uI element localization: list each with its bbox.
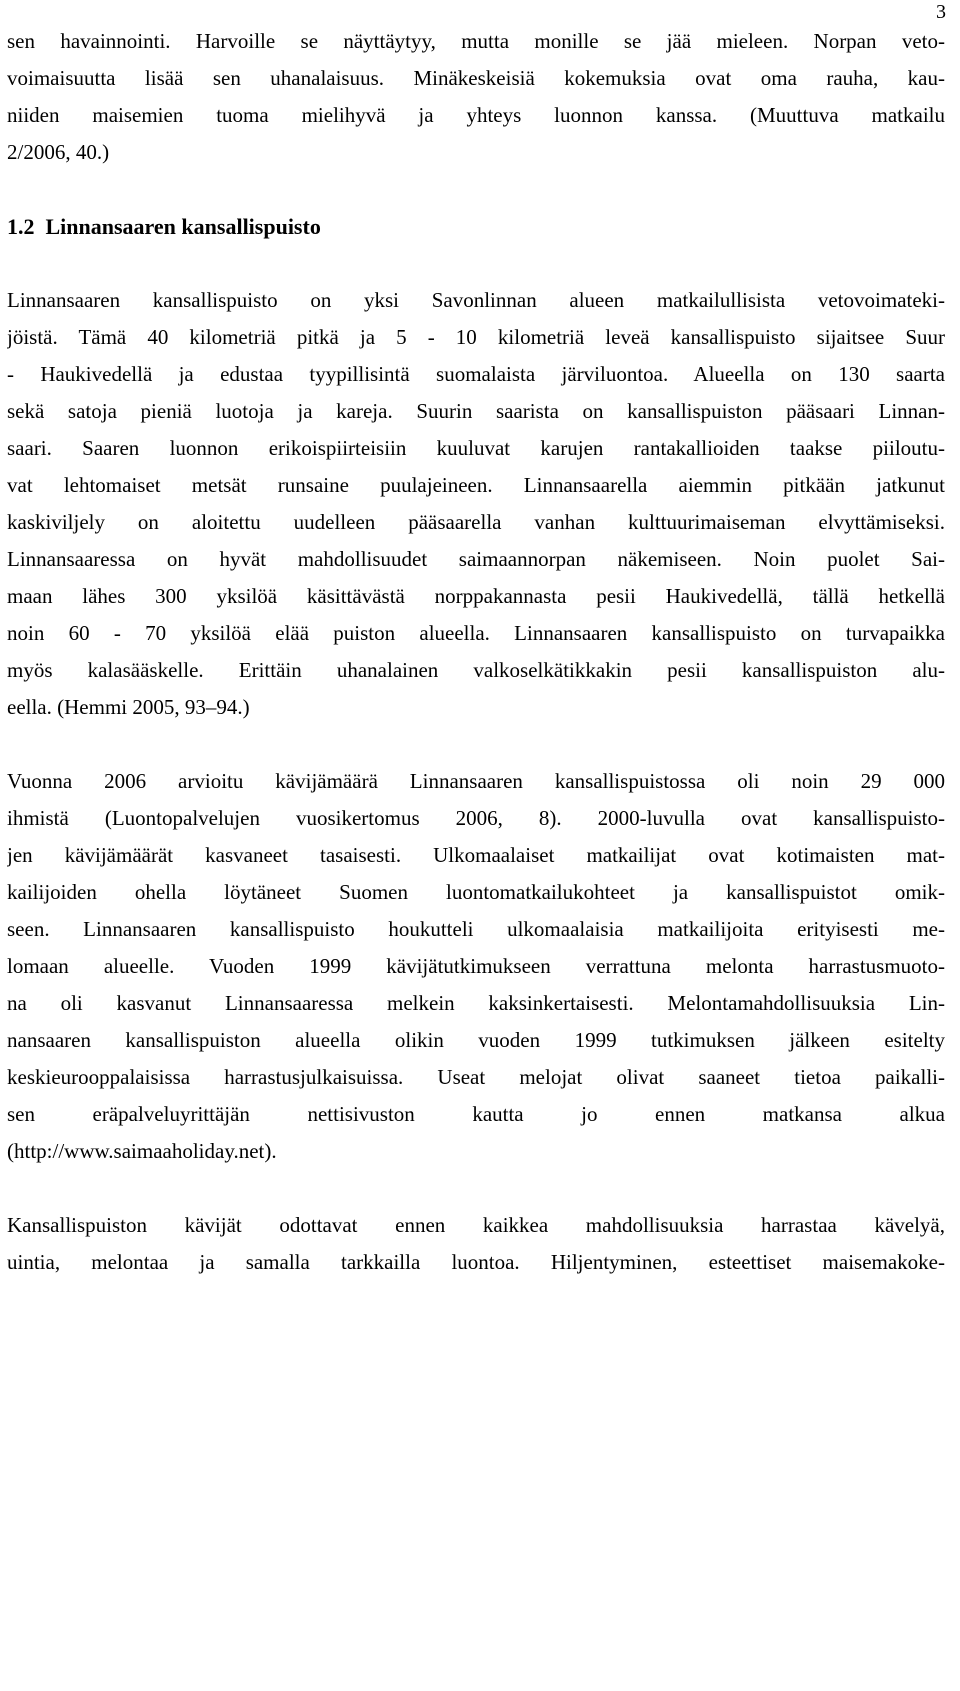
text-line: ihmistä (Luontopalvelujen vuosikertomus 2006, 8). 2000-luvulla ovat kansallispuisto-	[7, 806, 945, 830]
text-line: - Haukivedellä ja edustaa tyypillisintä suomalaista järviluontoa. Alueella on 130 saarta	[7, 362, 945, 386]
section-heading: 1.2 Linnansaaren kansallispuisto	[7, 214, 321, 239]
text-line: kailijoiden ohella löytäneet Suomen luontomatkailukohteet ja kansallispuistot omik-	[7, 880, 945, 904]
text-line: Linnansaaren kansallispuisto on yksi Savonlinnan alueen matkailullisista vetovoimateki-	[7, 288, 945, 312]
text-line: Kansallispuiston kävijät odottavat ennen kaikkea mahdollisuuksia harrastaa kävelyä,	[7, 1213, 945, 1237]
text-line: sen havainnointi. Harvoille se näyttäytyy, mutta monille se jää mieleen. Norpan veto-	[7, 29, 945, 53]
paragraph-norppa	[7, 23, 945, 171]
text-line: keskieurooppalaisissa harrastusjulkaisuissa. Useat melojat olivat saaneet tietoa paikalli-	[7, 1065, 945, 1089]
text-line: maan lähes 300 yksilöä käsittävästä norppakannasta pesii Haukivedellä, tällä hetkellä	[7, 584, 945, 608]
text-line: Vuonna 2006 arvioitu kävijämäärä Linnansaaren kansallispuistossa oli noin 29 000	[7, 769, 945, 793]
paragraph-expectations	[7, 1207, 945, 1281]
document-body	[7, 23, 945, 1281]
text-line: sen eräpalveluyrittäjän nettisivuston kautta jo ennen matkansa alkua	[7, 1102, 945, 1126]
spacer	[7, 726, 945, 763]
text-line: seen. Linnansaaren kansallispuisto houkutteli ulkomaalaisia matkailijoita erityisesti me-	[7, 917, 945, 941]
text-line: uintia, melontaa ja samalla tarkkailla luontoa. Hiljentyminen, esteettiset maisemakoke-	[7, 1250, 945, 1274]
text-line: myös kalasääskelle. Erittäin uhanalainen valkoselkätikkakin pesii kansallispuiston alu-	[7, 658, 945, 682]
text-line: na oli kasvanut Linnansaaressa melkein kaksinkertaisesti. Melontamahdollisuuksia Lin-	[7, 991, 945, 1015]
text-line: sekä satoja pieniä luotoja ja kareja. Suurin saarista on kansallispuiston pääsaari Linnan-	[7, 399, 945, 423]
spacer	[7, 171, 945, 208]
text-line: 2/2006, 40.)	[7, 140, 110, 164]
text-line: lomaan alueelle. Vuoden 1999 kävijätutkimukseen verrattuna melonta harrastusmuoto-	[7, 954, 945, 978]
paragraph-park-description	[7, 282, 945, 726]
text-line: saari. Saaren luonnon erikoispiirteisiin kuuluvat karujen rantakallioiden taakse piiloutu-	[7, 436, 945, 460]
text-line: niiden maisemien tuoma mielihyvä ja yhteys luonnon kanssa. (Muuttuva matkailu	[7, 103, 945, 127]
text-line: vat lehtomaiset metsät runsaine puulajeineen. Linnansaarella aiemmin pitkään jatkunut	[7, 473, 945, 497]
page-number: 3	[936, 1, 946, 23]
text-line: eella. (Hemmi 2005, 93–94.)	[7, 695, 250, 719]
paragraph-visitors	[7, 763, 945, 1170]
text-line: (http://www.saimaaholiday.net).	[7, 1139, 277, 1163]
text-line: jen kävijämäärät kasvaneet tasaisesti. Ulkomaalaiset matkailijat ovat kotimaisten mat-	[7, 843, 945, 867]
text-line: nansaaren kansallispuiston alueella olikin vuoden 1999 tutkimuksen jälkeen esitelty	[7, 1028, 945, 1052]
text-line: voimaisuutta lisää sen uhanalaisuus. Minäkeskeisiä kokemuksia ovat oma rauha, kau-	[7, 66, 945, 90]
spacer	[7, 245, 945, 282]
text-line: noin 60 - 70 yksilöä elää puiston alueella. Linnansaaren kansallispuisto on turvapaikka	[7, 621, 945, 645]
spacer	[7, 1170, 945, 1207]
text-line: kaskiviljely on aloitettu uudelleen pääsaarella vanhan kulttuurimaiseman elvyttämiseksi.	[7, 510, 945, 534]
text-line: Linnansaaressa on hyvät mahdollisuudet saimaannorpan näkemiseen. Noin puolet Sai-	[7, 547, 945, 571]
text-line: jöistä. Tämä 40 kilometriä pitkä ja 5 - 10 kilometriä leveä kansallispuisto sijaitsee Suur	[7, 325, 945, 349]
